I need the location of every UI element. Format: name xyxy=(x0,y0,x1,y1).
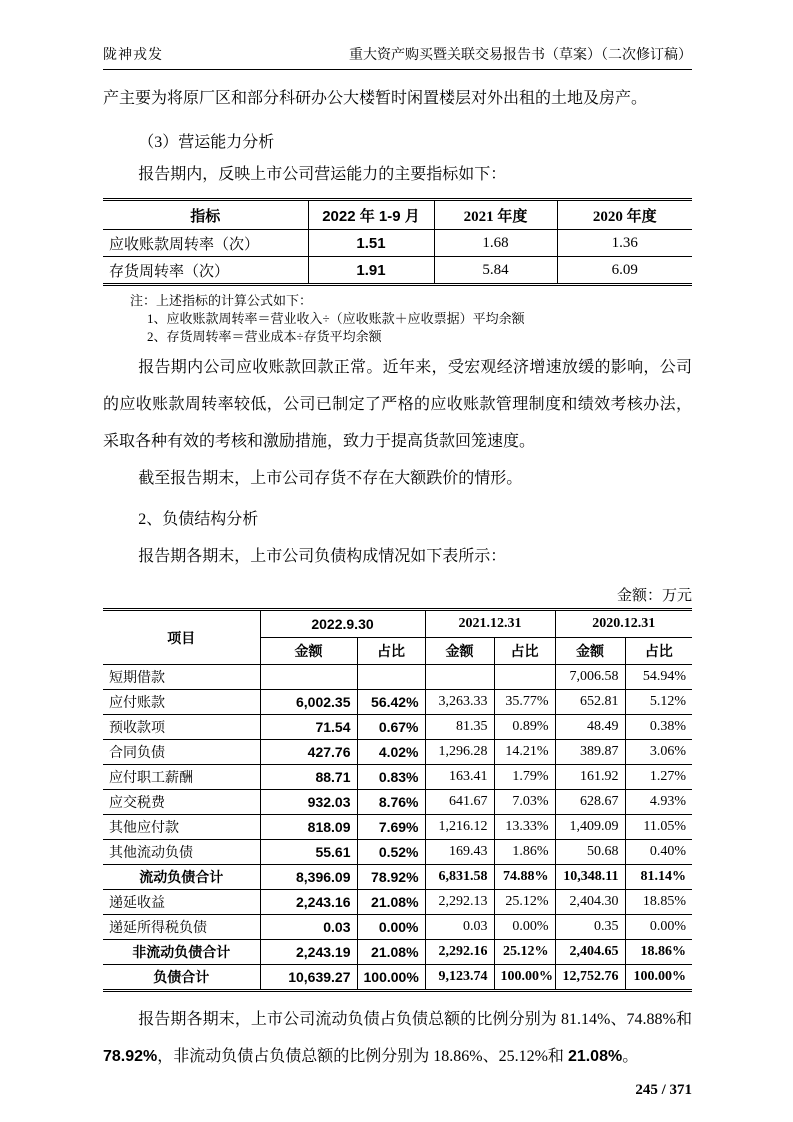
bold-text: 78.92% xyxy=(103,1048,158,1065)
text: ，非流动负债占负债总额的比例分别为 18.86%、25.12%和 xyxy=(157,1048,568,1065)
cell-value: 0.40% xyxy=(625,840,692,865)
row-label: 短期借款 xyxy=(103,665,260,690)
table-row xyxy=(103,765,692,790)
cell-value: 427.76 xyxy=(260,740,357,765)
section-heading-operating: （3）营运能力分析 xyxy=(138,134,275,151)
cell-value: 8,396.09 xyxy=(260,865,357,890)
column-header: 2021 年度 xyxy=(434,200,557,230)
cell-value: 6.09 xyxy=(557,257,692,285)
cell-value: 0.89% xyxy=(494,715,555,740)
cell-value: 4.93% xyxy=(625,790,692,815)
paragraph-inventory: 截至报告期末，上市公司存货不存在大额跌价的情形。 xyxy=(138,470,523,487)
sub-header: 金额 xyxy=(260,638,357,665)
period-header: 2020.12.31 xyxy=(555,610,692,638)
row-label: 存货周转率（次） xyxy=(103,257,308,285)
cell-value: 10,348.11 xyxy=(555,865,625,890)
cell-value: 71.54 xyxy=(260,715,357,740)
row-label: 合同负债 xyxy=(103,740,260,765)
cell-value xyxy=(425,665,494,690)
cell-value: 1,216.12 xyxy=(425,815,494,840)
cell-value: 2,292.16 xyxy=(425,940,494,965)
header-company-name: 陇神戎发 xyxy=(103,48,163,63)
bold-text: 21.08% xyxy=(567,1048,623,1065)
cell-value: 2,243.16 xyxy=(260,890,357,915)
cell-value: 35.77% xyxy=(494,690,555,715)
cell-value: 1.36 xyxy=(557,230,692,257)
cell-value: 0.83% xyxy=(357,765,425,790)
cell-value: 169.43 xyxy=(425,840,494,865)
cell-value xyxy=(260,665,357,690)
cell-value: 932.03 xyxy=(260,790,357,815)
table-row xyxy=(103,915,692,940)
cell-value: 2,404.65 xyxy=(555,940,625,965)
table-liabilities-head xyxy=(103,610,692,665)
table-operating-body xyxy=(103,230,692,285)
cell-value: 48.49 xyxy=(555,715,625,740)
cell-value: 5.12% xyxy=(625,690,692,715)
table-liabilities-body xyxy=(103,665,692,991)
cell-value: 25.12% xyxy=(494,940,555,965)
sub-header: 金额 xyxy=(425,638,494,665)
header-report-title: 重大资产购买暨关联交易报告书（草案）（二次修订稿） xyxy=(349,48,692,63)
sub-header: 金额 xyxy=(555,638,625,665)
cell-value: 78.92% xyxy=(357,865,425,890)
cell-value: 50.68 xyxy=(555,840,625,865)
cell-value: 21.08% xyxy=(357,940,425,965)
table-row xyxy=(103,740,692,765)
paragraph-conclusion xyxy=(103,1001,692,1075)
cell-value: 0.00% xyxy=(494,915,555,940)
cell-value: 0.00% xyxy=(625,915,692,940)
table-row xyxy=(103,940,692,965)
table-row xyxy=(103,815,692,840)
column-header: 指标 xyxy=(103,200,308,230)
paragraph-intro: 产主要为将原厂区和部分科研办公大楼暂时闲置楼层对外出租的土地及房产。 xyxy=(103,90,648,107)
cell-value: 12,752.76 xyxy=(555,965,625,991)
cell-value: 21.08% xyxy=(357,890,425,915)
note-line: 注：上述指标的计算公式如下： xyxy=(130,293,313,308)
cell-value: 7.69% xyxy=(357,815,425,840)
cell-value: 1.51 xyxy=(308,230,434,257)
cell-value: 11.05% xyxy=(625,815,692,840)
cell-value: 628.67 xyxy=(555,790,625,815)
cell-value: 1.86% xyxy=(494,840,555,865)
table-row xyxy=(103,690,692,715)
sub-header: 占比 xyxy=(494,638,555,665)
cell-value: 163.41 xyxy=(425,765,494,790)
table-operating-capacity xyxy=(103,198,692,286)
cell-value: 88.71 xyxy=(260,765,357,790)
cell-value: 56.42% xyxy=(357,690,425,715)
note-line: 2、存货周转率＝营业成本÷存货平均余额 xyxy=(147,329,382,344)
cell-value: 0.03 xyxy=(425,915,494,940)
cell-value: 8.76% xyxy=(357,790,425,815)
cell-value: 74.88% xyxy=(494,865,555,890)
cell-value: 13.33% xyxy=(494,815,555,840)
cell-value: 389.87 xyxy=(555,740,625,765)
cell-value: 0.52% xyxy=(357,840,425,865)
cell-value: 1.68 xyxy=(434,230,557,257)
cell-value: 9,123.74 xyxy=(425,965,494,991)
cell-value: 0.67% xyxy=(357,715,425,740)
cell-value: 2,243.19 xyxy=(260,940,357,965)
paragraph-liability-lead: 报告期各期末，上市公司负债构成情况如下表所示： xyxy=(138,548,507,565)
cell-value: 7,006.58 xyxy=(555,665,625,690)
cell-value: 6,831.58 xyxy=(425,865,494,890)
table-operating-head xyxy=(103,200,692,230)
cell-value: 641.67 xyxy=(425,790,494,815)
table-row xyxy=(103,840,692,865)
cell-value: 0.03 xyxy=(260,915,357,940)
column-header: 2022 年 1-9 月 xyxy=(308,200,434,230)
row-label: 递延所得税负债 xyxy=(103,915,260,940)
sub-header: 占比 xyxy=(625,638,692,665)
cell-value: 100.00% xyxy=(494,965,555,991)
period-header: 2021.12.31 xyxy=(425,610,555,638)
row-label: 递延收益 xyxy=(103,890,260,915)
cell-value xyxy=(357,665,425,690)
cell-value: 1,296.28 xyxy=(425,740,494,765)
cell-value: 14.21% xyxy=(494,740,555,765)
row-label: 应交税费 xyxy=(103,790,260,815)
cell-value: 0.00% xyxy=(357,915,425,940)
row-label: 应付账款 xyxy=(103,690,260,715)
cell-value: 100.00% xyxy=(625,965,692,991)
table-liability-structure xyxy=(103,608,692,992)
row-label: 应付职工薪酬 xyxy=(103,765,260,790)
cell-value: 3.06% xyxy=(625,740,692,765)
cell-value: 25.12% xyxy=(494,890,555,915)
unit-label: 金额：万元 xyxy=(616,588,692,604)
cell-value: 54.94% xyxy=(625,665,692,690)
cell-value: 652.81 xyxy=(555,690,625,715)
table-notes xyxy=(103,292,692,346)
cell-value: 7.03% xyxy=(494,790,555,815)
table-row xyxy=(103,665,692,690)
cell-value: 3,263.33 xyxy=(425,690,494,715)
sub-header: 占比 xyxy=(357,638,425,665)
row-label: 应收账款周转率（次） xyxy=(103,230,308,257)
cell-value: 100.00% xyxy=(357,965,425,991)
table-row xyxy=(103,890,692,915)
cell-value: 2,404.30 xyxy=(555,890,625,915)
cell-value: 0.38% xyxy=(625,715,692,740)
cell-value: 1.27% xyxy=(625,765,692,790)
row-label: 负债合计 xyxy=(103,965,260,991)
table-row xyxy=(103,715,692,740)
row-label: 流动负债合计 xyxy=(103,865,260,890)
table-row xyxy=(103,790,692,815)
paragraph-receivables: 报告期内公司应收账款回款正常。近年来，受宏观经济增速放缓的影响，公司的应收账款周转率较低，公司已制定了严格的应收账款管理制度和绩效考核办法，采取各种有效的考核和激励措施，致力于提高货款回笼速度。 xyxy=(103,359,692,450)
cell-value: 5.84 xyxy=(434,257,557,285)
cell-value: 1.79% xyxy=(494,765,555,790)
table-row xyxy=(103,865,692,890)
cell-value: 55.61 xyxy=(260,840,357,865)
table-row xyxy=(103,230,692,257)
table-row xyxy=(103,965,692,991)
table-row xyxy=(103,257,692,285)
cell-value: 1.91 xyxy=(308,257,434,285)
cell-value: 4.02% xyxy=(357,740,425,765)
row-label: 预收款项 xyxy=(103,715,260,740)
cell-value: 10,639.27 xyxy=(260,965,357,991)
cell-value: 6,002.35 xyxy=(260,690,357,715)
text: 。 xyxy=(622,1048,639,1065)
page-header xyxy=(103,44,692,70)
paragraph-operating-lead: 报告期内，反映上市公司营运能力的主要指标如下： xyxy=(138,166,507,183)
section-heading-liability: 2、负债结构分析 xyxy=(138,511,259,528)
cell-value xyxy=(494,665,555,690)
cell-value: 2,292.13 xyxy=(425,890,494,915)
row-label: 其他流动负债 xyxy=(103,840,260,865)
row-label: 非流动负债合计 xyxy=(103,940,260,965)
cell-value: 1,409.09 xyxy=(555,815,625,840)
page-number: 245 / 371 xyxy=(635,1082,692,1098)
cell-value: 818.09 xyxy=(260,815,357,840)
period-header: 2022.9.30 xyxy=(260,610,425,638)
cell-value: 81.35 xyxy=(425,715,494,740)
column-header: 2020 年度 xyxy=(557,200,692,230)
note-line: 1、应收账款周转率＝营业收入÷（应收账款＋应收票据）平均余额 xyxy=(147,311,525,326)
cell-value: 0.35 xyxy=(555,915,625,940)
column-header-item: 项目 xyxy=(103,610,260,665)
cell-value: 161.92 xyxy=(555,765,625,790)
row-label: 其他应付款 xyxy=(103,815,260,840)
cell-value: 81.14% xyxy=(625,865,692,890)
cell-value: 18.85% xyxy=(625,890,692,915)
text: 报告期各期末，上市公司流动负债占负债总额的比例分别为 81.14%、74.88%和 xyxy=(138,1011,692,1028)
cell-value: 18.86% xyxy=(625,940,692,965)
